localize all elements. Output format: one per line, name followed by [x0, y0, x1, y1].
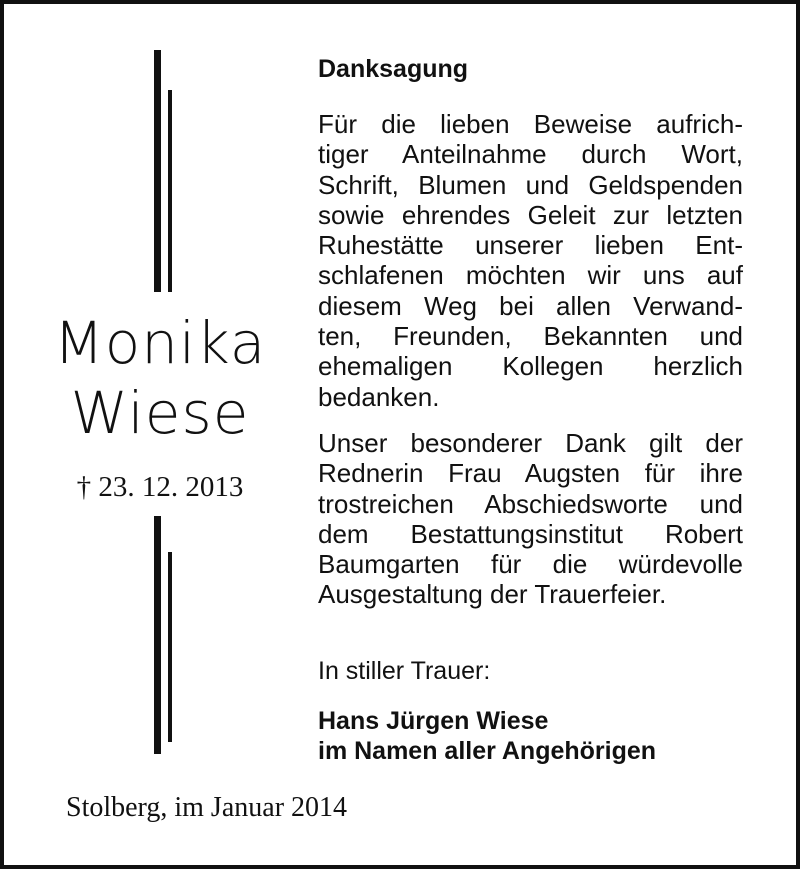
place-date: Stolberg, im Januar 2014	[66, 792, 348, 823]
deceased-first-name: Monika	[53, 309, 267, 377]
mourning-label: In stiller Trauer:	[318, 657, 491, 685]
mourning-bar-bottom-thick	[154, 516, 161, 754]
paragraph-line: ten, Freunden, Bekannten und	[318, 321, 743, 352]
paragraph-line: schlafenen möchten wir uns auf	[318, 260, 743, 291]
paragraph-line: trostreichen Abschiedsworte und	[318, 488, 743, 519]
thanks-paragraph-2	[318, 428, 743, 610]
thanks-paragraph-1	[318, 109, 743, 412]
paragraph-line: Rednerin Frau Augsten für ihre	[318, 458, 743, 489]
mourning-bar-bottom-thin	[168, 552, 172, 742]
paragraph-line: Ruhestätte unserer lieben Ent-	[318, 230, 743, 261]
paragraph-line: Unser besonderer Dank gilt der	[318, 428, 743, 458]
paragraph-line: tiger Anteilnahme durch Wort,	[318, 139, 743, 170]
paragraph-line: Für die lieben Beweise aufrich-	[318, 109, 743, 139]
deceased-last-name: Wiese	[70, 379, 250, 447]
paragraph-line: Schrift, Blumen und Geldspenden	[318, 169, 743, 200]
signer-block	[318, 706, 656, 766]
mourning-bar-top-thin	[168, 90, 172, 292]
paragraph-line: Baumgarten für die würdevolle	[318, 549, 743, 580]
signer-name: Hans Jürgen Wiese	[318, 707, 549, 735]
paragraph-line: diesem Weg bei allen Verwand-	[318, 290, 743, 321]
notice-heading: Danksagung	[318, 55, 469, 83]
death-date: † 23. 12. 2013	[76, 471, 244, 503]
paragraph-line: bedanken.	[318, 381, 440, 412]
paragraph-line: dem Bestattungsinstitut Robert	[318, 518, 743, 549]
paragraph-line: sowie ehrendes Geleit zur letzten	[318, 199, 743, 230]
paragraph-line: ehemaligen Kollegen herzlich	[318, 351, 743, 382]
signer-relation: im Namen aller Angehörigen	[318, 737, 657, 765]
paragraph-line: Ausgestaltung der Trauerfeier.	[318, 579, 667, 610]
mourning-bar-top-thick	[154, 50, 161, 292]
